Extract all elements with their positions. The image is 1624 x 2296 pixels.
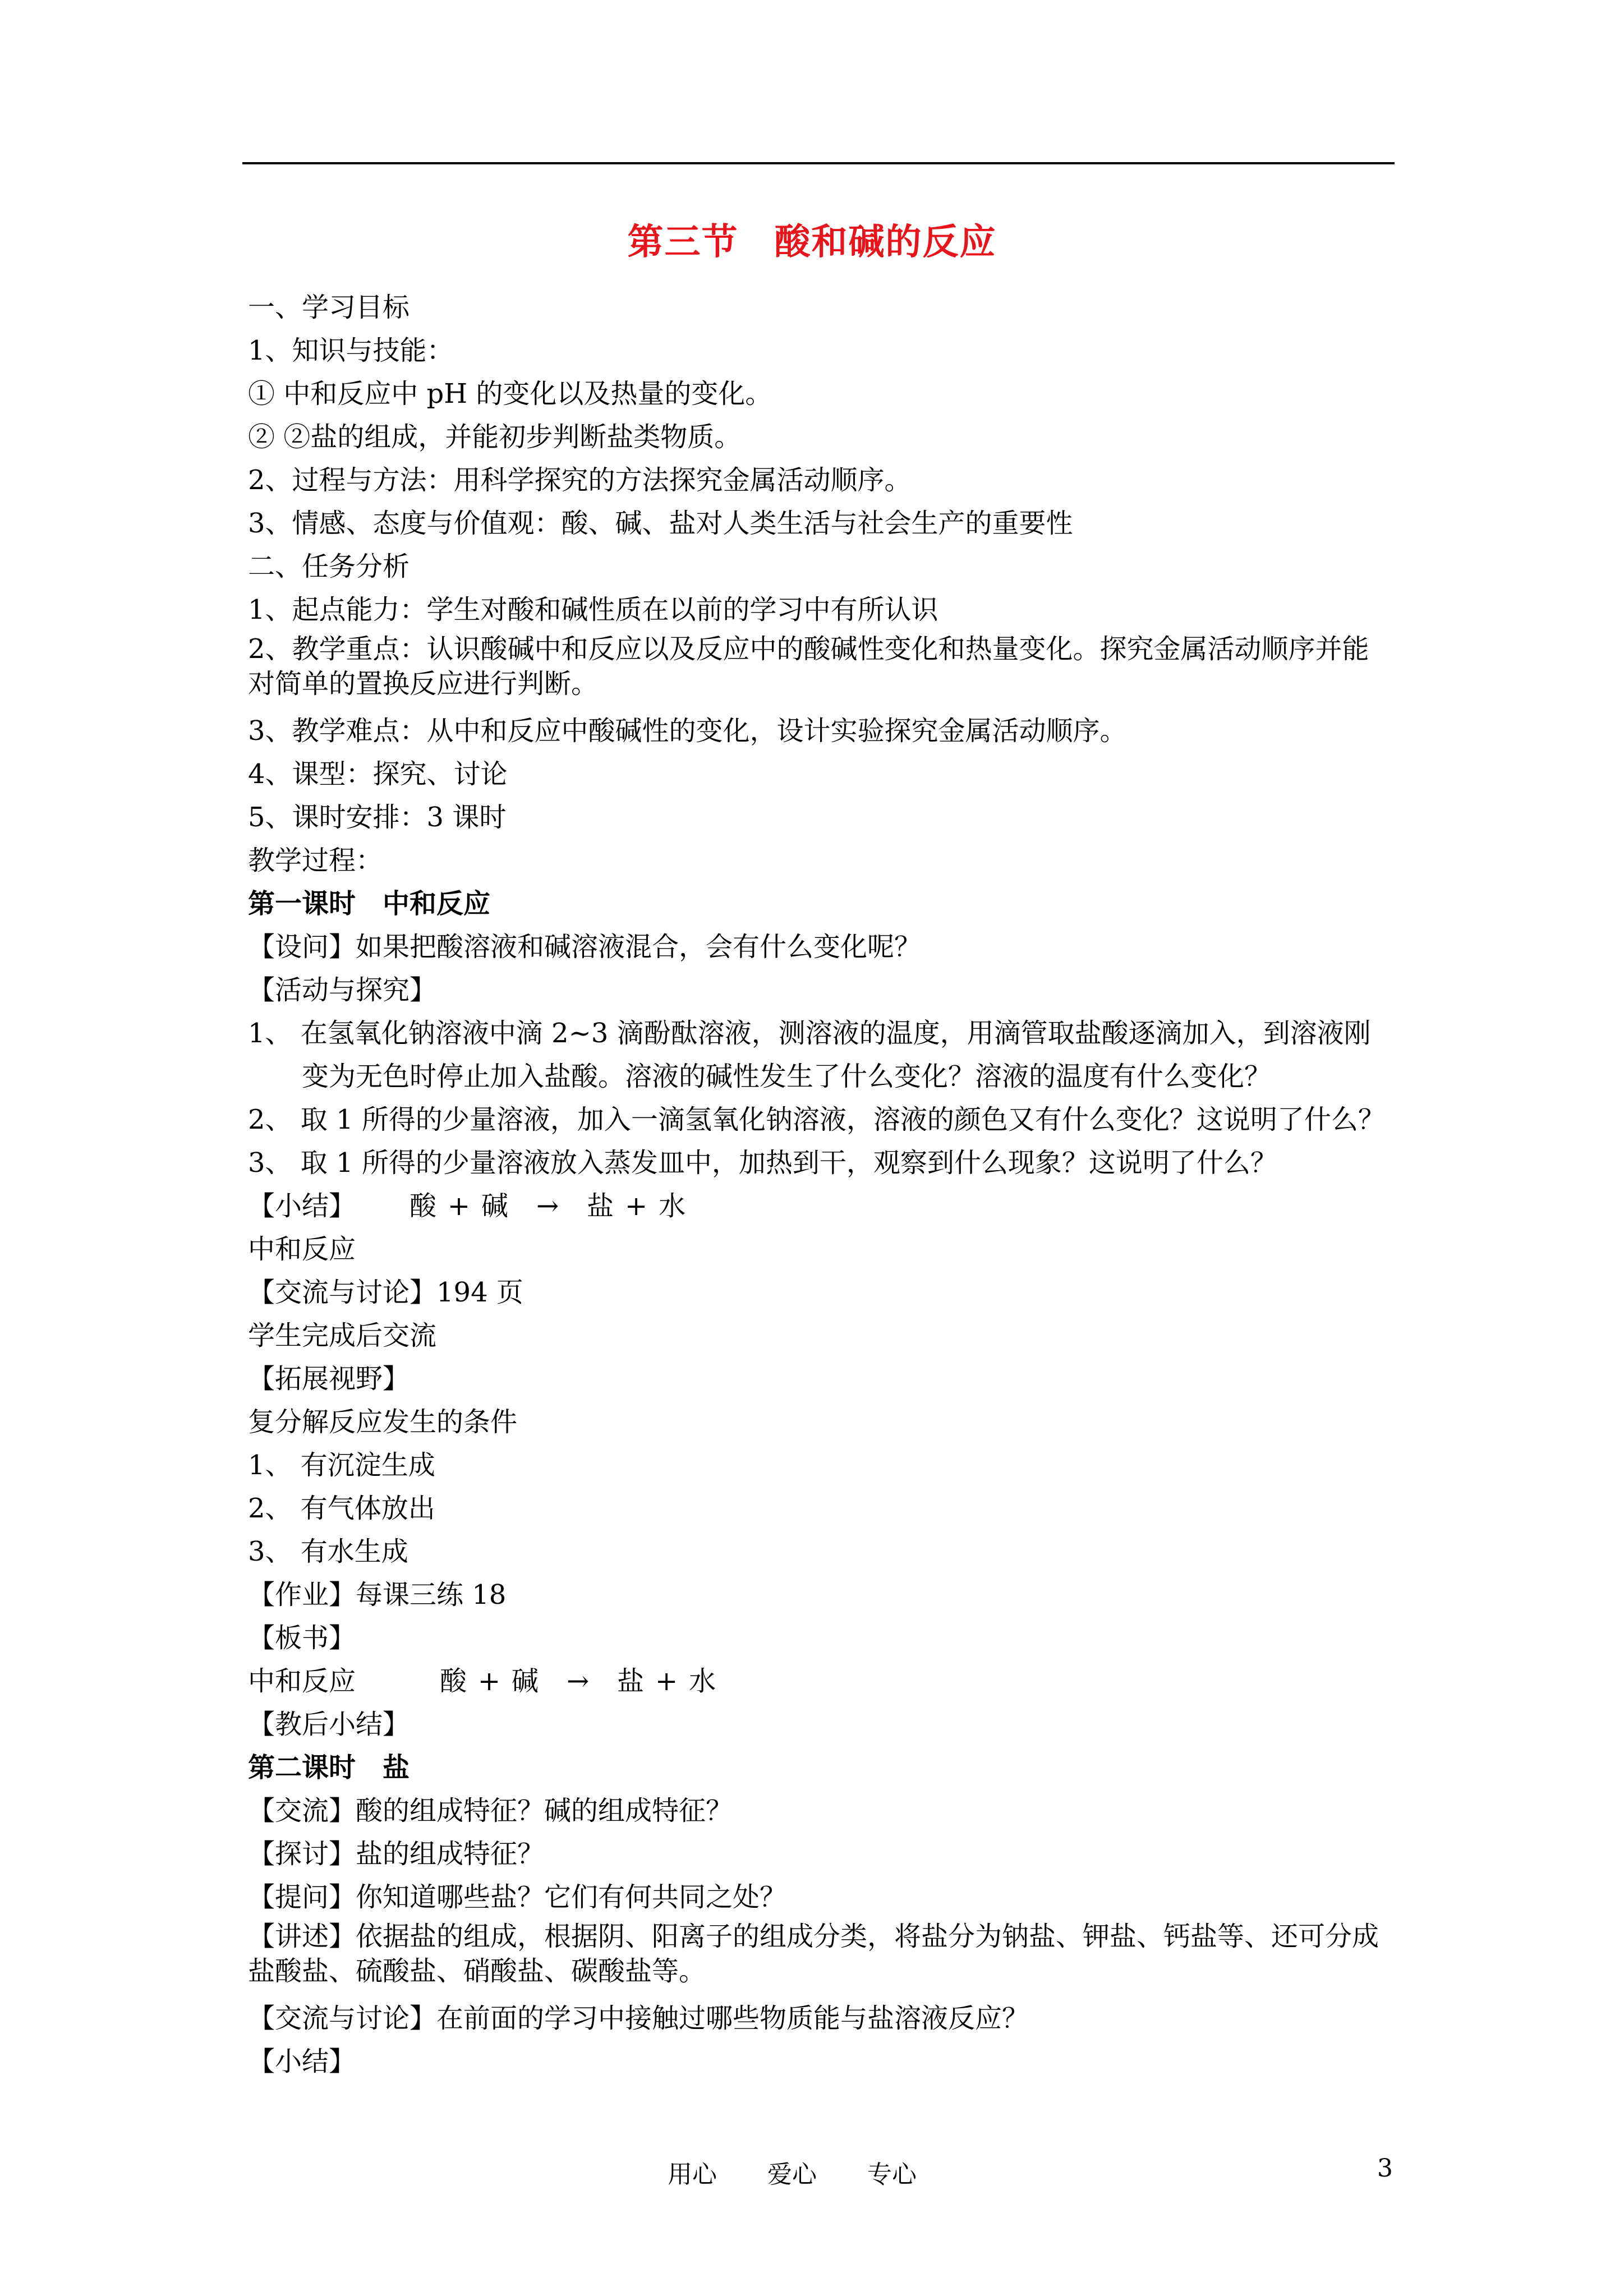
text-line: 【提问】你知道哪些盐？它们有何共同之处？ bbox=[248, 1881, 787, 1913]
text-line: 【小结】 bbox=[248, 2046, 356, 2077]
text-line: 【教后小结】 bbox=[248, 1709, 410, 1740]
text-line: 【交流与讨论】在前面的学习中接触过哪些物质能与盐溶液反应？ bbox=[248, 2003, 1029, 2034]
heading-objectives: 一、学习目标 bbox=[248, 292, 410, 323]
text-line: 【交流】酸的组成特征？碱的组成特征？ bbox=[248, 1795, 733, 1826]
lesson-heading-1: 第一课时 中和反应 bbox=[248, 888, 491, 919]
text-paragraph: 【讲述】依据盐的组成，根据阴、阳离子的组成分类，将盐分为钠盐、钾盐、钙盐等、还可分成盐酸盐、硫酸盐、硝酸盐、碳酸盐等。 bbox=[248, 1921, 1379, 1987]
text-line: ② ②盐的组成，并能初步判断盐类物质。 bbox=[248, 421, 742, 453]
text-line: 【探讨】盐的组成特征？ bbox=[248, 1838, 545, 1870]
text-line: 【设问】如果把酸溶液和碱溶液混合，会有什么变化呢？ bbox=[248, 931, 922, 963]
text-line: 2、过程与方法：用科学探究的方法探究金属活动顺序。 bbox=[248, 464, 912, 496]
text-line: 中和反应 bbox=[248, 1234, 356, 1265]
list-item: 3、 有水生成 bbox=[248, 1536, 408, 1567]
page-title bbox=[0, 213, 1624, 265]
text-line: 【交流与讨论】194 页 bbox=[248, 1277, 523, 1308]
text-line: 【活动与探究】 bbox=[248, 974, 437, 1006]
list-item: 1、 在氢氧化钠溶液中滴 2~3 滴酚酞溶液，测溶液的温度，用滴管取盐酸逐滴加入，到溶液刚变为无色时停止加入盐酸。溶液的碱性发生了什么变化？溶液的温度有什么变化？ bbox=[248, 1018, 1371, 1092]
text-line: 【板书】 bbox=[248, 1622, 356, 1654]
text-line: 【拓展视野】 bbox=[248, 1363, 410, 1395]
list-item: 1、 有沉淀生成 bbox=[248, 1450, 435, 1481]
board-equation: 中和反应 酸 + 碱 → 盐 + 水 bbox=[248, 1665, 716, 1697]
text-line: 【作业】每课三练 18 bbox=[248, 1579, 507, 1611]
title-section: 第三节 bbox=[627, 221, 739, 263]
lesson-heading-2: 第二课时 盐 bbox=[248, 1752, 410, 1783]
list-item: 3、 取 1 所得的少量溶液放入蒸发皿中，加热到干，观察到什么现象？这说明了什么？ bbox=[248, 1147, 1277, 1179]
text-line: 教学过程： bbox=[248, 845, 383, 876]
text-line: 复分解反应发生的条件 bbox=[248, 1406, 518, 1438]
list-item: 2、 有气体放出 bbox=[248, 1493, 435, 1524]
list-item: 2、 取 1 所得的少量溶液，加入一滴氢氧化钠溶液，溶液的颜色又有什么变化？这说明了什么？ bbox=[248, 1104, 1385, 1135]
text-paragraph: 2、教学重点：认识酸碱中和反应以及反应中的酸碱性变化和热量变化。探究金属活动顺序并能对简单的置换反应进行判断。 bbox=[248, 633, 1369, 700]
text-line: 1、知识与技能： bbox=[248, 335, 454, 366]
title-topic: 酸和碱的反应 bbox=[774, 221, 997, 263]
text-line: 5、课时安排：3 课时 bbox=[248, 802, 507, 833]
summary-equation: 【小结】 酸 + 碱 → 盐 + 水 bbox=[248, 1190, 686, 1222]
page-number: 3 bbox=[1377, 2154, 1393, 2183]
text-line: 3、教学难点：从中和反应中酸碱性的变化，设计实验探究金属活动顺序。 bbox=[248, 715, 1127, 747]
text-line: ① 中和反应中 pH 的变化以及热量的变化。 bbox=[248, 378, 772, 409]
text-line: 4、课型：探究、讨论 bbox=[248, 758, 508, 790]
text-line: 1、起点能力：学生对酸和碱性质在以前的学习中有所认识 bbox=[248, 594, 938, 625]
footer-motto: 用心 爱心 专心 bbox=[668, 2160, 917, 2189]
heading-task-analysis: 二、任务分析 bbox=[248, 551, 410, 582]
text-line: 学生完成后交流 bbox=[248, 1320, 437, 1351]
header-rule bbox=[242, 162, 1395, 164]
document-body bbox=[248, 286, 1392, 2083]
text-line: 3、情感、态度与价值观：酸、碱、盐对人类生活与社会生产的重要性 bbox=[248, 508, 1073, 539]
